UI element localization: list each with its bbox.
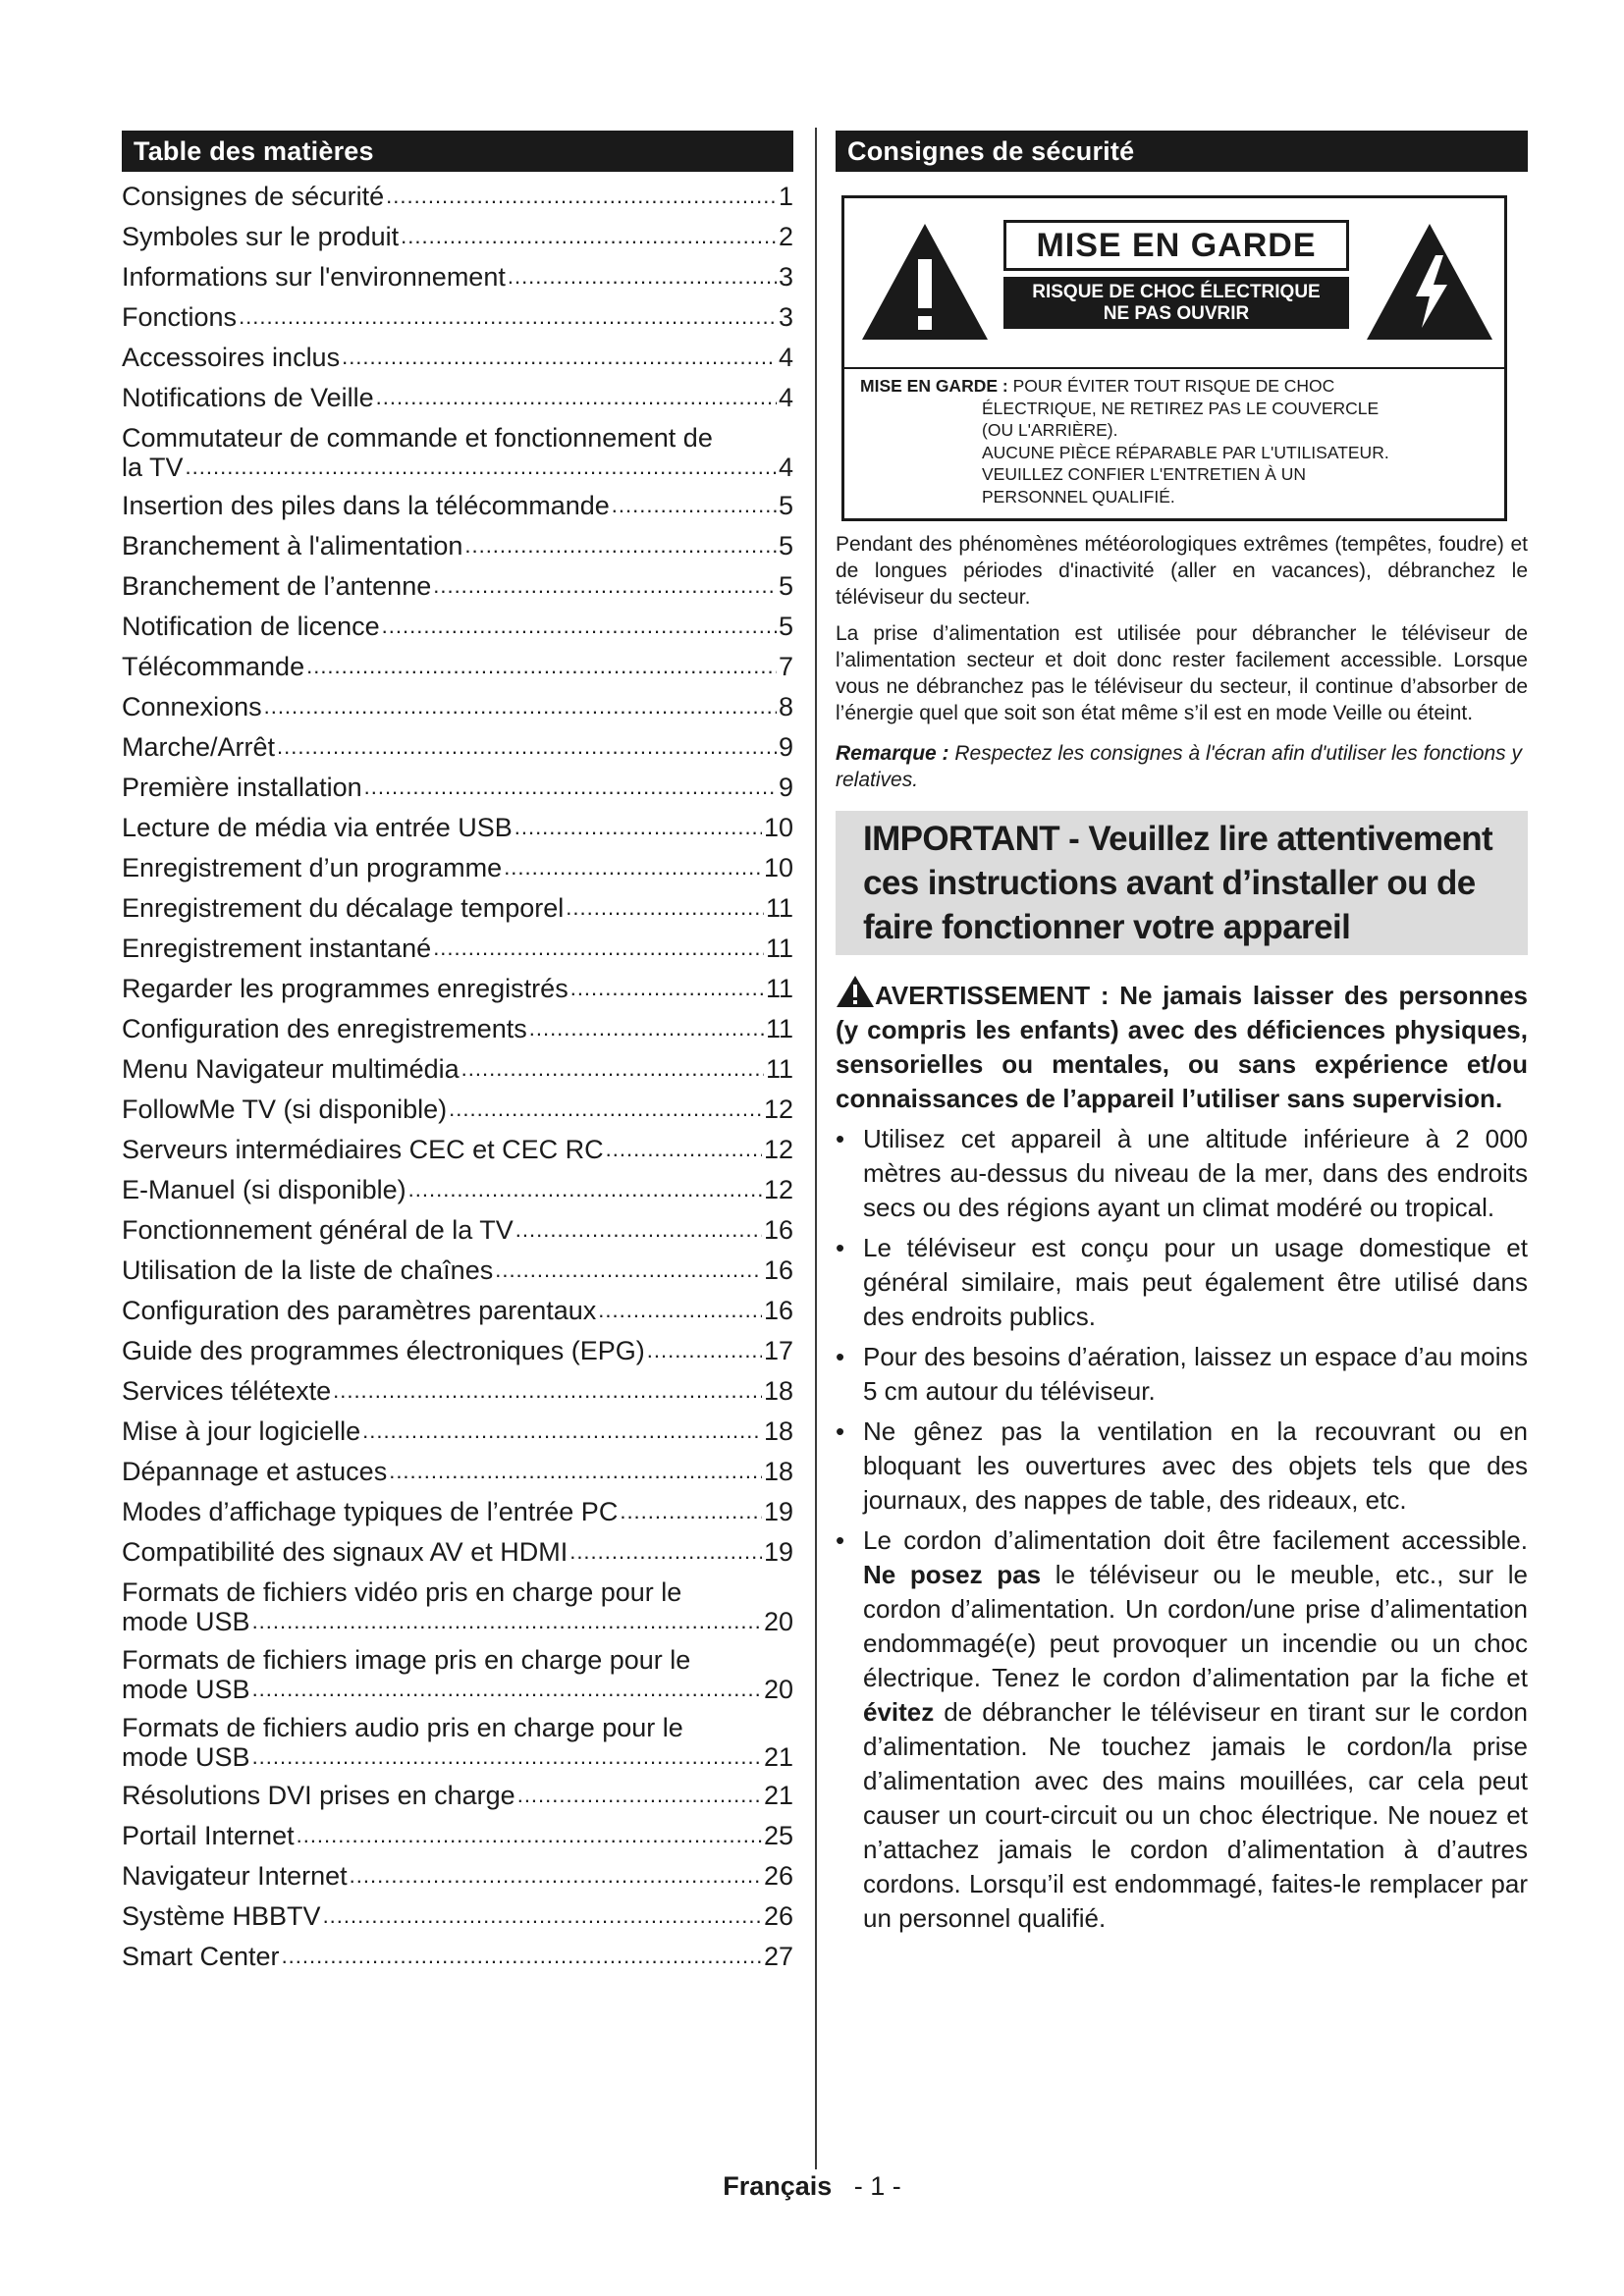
toc-entry-page: 27: [763, 1942, 793, 1971]
toc-entry-label: Modes d’affichage typiques de l’entrée PC: [122, 1497, 619, 1526]
toc-entry-label: Connexions: [122, 692, 262, 721]
toc-entry-label: Résolutions DVI prises en charge: [122, 1781, 515, 1810]
warning-paragraph: [836, 975, 1528, 1116]
toc-column: [122, 131, 793, 1972]
toc-entry-line2: [122, 1676, 793, 1703]
toc-entry[interactable]: [122, 342, 793, 373]
toc-entry-page: 20: [763, 1607, 793, 1636]
toc-leader-dots: [282, 1941, 762, 1972]
safety-title: Consignes de sécurité: [836, 131, 1528, 172]
toc-entry[interactable]: [122, 1053, 793, 1085]
toc-leader-dots: [461, 1053, 764, 1085]
toc-entry-label: Fonctionnement général de la TV: [122, 1215, 514, 1245]
toc-leader-dots: [239, 301, 777, 333]
toc-entry[interactable]: [122, 1255, 793, 1286]
toc-entry-page: 11: [765, 974, 793, 1003]
toc-leader-dots: [362, 1415, 762, 1447]
toc-entry-label: Marche/Arrêt: [122, 732, 276, 762]
toc-entry[interactable]: [122, 1456, 793, 1487]
toc-entry-page: 25: [763, 1821, 793, 1850]
safety-paragraph-power-plug: La prise d’alimentation est utilisée pour débrancher le téléviseur de l’alimentation secteur et doit donc rester facilement accessible. Lorsque vous ne débranchez pas le téléviseur du secteur, il continue d’absorber de l’énergie quel que soit son état même s’il est en mode Veille ou éteint.: [836, 622, 1528, 724]
toc-leader-dots: [566, 892, 764, 924]
toc-leader-dots: [342, 342, 777, 373]
toc-entry[interactable]: [122, 933, 793, 964]
toc-entry[interactable]: [122, 1375, 793, 1407]
toc-entry-label-cont: mode USB: [122, 1607, 250, 1636]
toc-entry-label: Utilisation de la liste de chaînes: [122, 1255, 494, 1285]
toc-entry-page: 10: [763, 853, 793, 882]
page-footer: [0, 2171, 1624, 2202]
toc-leader-dots: [514, 812, 762, 843]
exclamation-warning-icon: [860, 222, 990, 342]
toc-entry-label: Lecture de média via entrée USB: [122, 813, 513, 842]
toc-leader-dots: [401, 221, 777, 252]
bullet-power-cord-a: Le cordon d’alimentation doit être facilement accessible.: [863, 1525, 1528, 1555]
warning-triangle-icon: [836, 975, 875, 1008]
toc-entry[interactable]: [122, 181, 793, 212]
important-banner: IMPORTANT - Veuillez lire attentivement ces instructions avant d’installer ou de faire fonctionner votre appareil: [836, 811, 1528, 955]
toc-entry[interactable]: [122, 1415, 793, 1447]
toc-entry[interactable]: [122, 852, 793, 883]
toc-entry-label-cont: la TV: [122, 453, 184, 482]
toc-leader-dots: [252, 1608, 762, 1635]
toc-entry-label: Enregistrement du décalage temporel: [122, 893, 565, 923]
toc-entry-page: 21: [763, 1781, 793, 1810]
toc-entry[interactable]: [122, 651, 793, 682]
toc-entry-label: Enregistrement instantané: [122, 934, 432, 963]
lightning-warning-icon: [1365, 222, 1494, 342]
toc-entry[interactable]: [122, 530, 793, 561]
toc-leader-dots: [408, 1174, 762, 1205]
toc-entry-label: Notifications de Veille: [122, 383, 374, 412]
caution-title: MISE EN GARDE: [1003, 220, 1349, 271]
risk-line-2: NE PAS OUVRIR: [1103, 303, 1250, 324]
toc-leader-dots: [297, 1820, 762, 1851]
toc-entry-page: 5: [778, 531, 793, 561]
safety-note: [836, 740, 1528, 793]
toc-entry-label: Accessoires inclus: [122, 343, 341, 372]
toc-entry-page: 2: [778, 222, 793, 251]
toc-entry[interactable]: [122, 301, 793, 333]
note-text: Respectez les consignes à l'écran afin d'utiliser les fonctions y relatives.: [836, 742, 1523, 791]
toc-entry-page: 11: [765, 1014, 793, 1043]
toc-entry-label: Navigateur Internet: [122, 1861, 348, 1891]
bullet-altitude: • Utilisez cet appareil à une altitude inférieure à 2 000 mètres au-dessus du niveau de la mer, dans des endroits secs ou des régions ayant un climat modéré ou tropical.: [836, 1122, 1528, 1225]
toc-leader-dots: [433, 933, 764, 964]
toc-entry[interactable]: [122, 1712, 793, 1771]
toc-leader-dots: [569, 1536, 762, 1568]
toc-entry-label: Portail Internet: [122, 1821, 295, 1850]
toc-leader-dots: [647, 1335, 762, 1366]
toc-list: [122, 181, 793, 1972]
toc-leader-dots: [306, 651, 777, 682]
caution-box: [841, 195, 1507, 521]
bullet-ventilation-block: • Ne gênez pas la ventilation en la recouvrant ou en bloquant les ouvertures avec des objets tels que des journaux, des nappes de table, des rideaux, etc.: [836, 1415, 1528, 1518]
toc-entry-page: 4: [778, 383, 793, 412]
safety-paragraph-weather: Pendant des phénomènes météorologiques extrêmes (tempêtes, foudre) et de longues périodes d'inactivité (aller en vacances), débranchez le téléviseur du secteur.: [836, 533, 1528, 609]
toc-entry-page: 5: [778, 612, 793, 641]
toc-entry-label: E-Manuel (si disponible): [122, 1175, 406, 1204]
bullet-power-cord-e: de débrancher le téléviseur en tirant sur le cordon d’alimentation. Ne touchez jamais le cordon/la prise d’alimentation avec des mains mouillées, car cela peut causer un court-circuit ou un choc électrique. Ne nouez et n’attachez jamais le cordon d’alimentation à d’autres cordons. Lorsqu’il est endommagé, faites-le remplacer par un personnel qualifié.: [863, 1697, 1528, 1933]
toc-entry[interactable]: [122, 1013, 793, 1044]
toc-entry-line2: [122, 1743, 793, 1771]
toc-entry-page: 17: [763, 1336, 793, 1365]
toc-entry-page: 16: [763, 1215, 793, 1245]
toc-entry-label: Regarder les programmes enregistrés: [122, 974, 568, 1003]
toc-leader-dots: [264, 691, 777, 722]
toc-entry-label: Configuration des paramètres parentaux: [122, 1296, 597, 1325]
toc-leader-dots: [612, 490, 777, 521]
toc-leader-dots: [495, 1255, 762, 1286]
caution-separator: [844, 367, 1504, 369]
toc-leader-dots: [508, 261, 777, 293]
bullet-domestic-use: • Le téléviseur est conçu pour un usage domestique et général similaire, mais peut également être utilisé dans des endroits publics.: [836, 1231, 1528, 1334]
caution-label-group: [1003, 220, 1349, 329]
toc-entry[interactable]: [122, 1576, 793, 1635]
toc-entry-line2: [122, 454, 793, 481]
toc-leader-dots: [323, 1900, 762, 1932]
toc-entry-page: 3: [778, 302, 793, 332]
toc-title: Table des matières: [122, 131, 793, 172]
toc-entry[interactable]: [122, 1820, 793, 1851]
toc-entry-page: 4: [778, 453, 793, 482]
toc-entry-page: 9: [778, 732, 793, 762]
toc-entry[interactable]: [122, 1094, 793, 1125]
toc-leader-dots: [606, 1134, 762, 1165]
toc-leader-dots: [382, 611, 777, 642]
toc-entry-label: Guide des programmes électroniques (EPG): [122, 1336, 645, 1365]
toc-entry-label: Formats de fichiers vidéo pris en charge pour le: [122, 1577, 682, 1607]
toc-entry[interactable]: [122, 611, 793, 642]
toc-entry[interactable]: [122, 1644, 793, 1703]
toc-entry-label: Formats de fichiers image pris en charge pour le: [122, 1645, 691, 1675]
caution-text-line-4: AUCUNE PIÈCE RÉPARABLE PAR L'UTILISATEUR.: [982, 442, 1389, 462]
toc-entry-page: 10: [763, 813, 793, 842]
toc-entry-label: Fonctions: [122, 302, 238, 332]
toc-entry-page: 4: [778, 343, 793, 372]
toc-entry[interactable]: [122, 1174, 793, 1205]
toc-leader-dots: [433, 570, 777, 602]
toc-entry-line2: [122, 1608, 793, 1635]
toc-leader-dots: [277, 731, 777, 763]
toc-entry[interactable]: [122, 691, 793, 722]
toc-entry[interactable]: [122, 1496, 793, 1527]
caution-text-line-5: VEUILLEZ CONFIER L'ENTRETIEN À UN: [982, 464, 1307, 484]
toc-leader-dots: [186, 454, 777, 481]
toc-entry-label-cont: mode USB: [122, 1742, 250, 1772]
toc-entry-label: Formats de fichiers audio pris en charge pour le: [122, 1713, 683, 1742]
toc-entry-page: 26: [763, 1861, 793, 1891]
toc-leader-dots: [529, 1013, 764, 1044]
toc-entry-label: Enregistrement d’un programme: [122, 853, 503, 882]
toc-entry-page: 8: [778, 692, 793, 721]
toc-entry[interactable]: [122, 812, 793, 843]
column-divider: [815, 128, 817, 2169]
toc-entry-page: 16: [763, 1296, 793, 1325]
toc-entry-page: 19: [763, 1537, 793, 1567]
toc-entry[interactable]: [122, 973, 793, 1004]
note-label: Remarque :: [836, 742, 949, 765]
toc-leader-dots: [386, 181, 777, 212]
toc-entry-page: 11: [765, 934, 793, 963]
bullet-ventilation-space: • Pour des besoins d’aération, laissez un espace d’au moins 5 cm autour du téléviseur.: [836, 1340, 1528, 1409]
toc-entry-label: Branchement de l’antenne: [122, 571, 432, 601]
caution-text-line-3: (OU L'ARRIÈRE).: [982, 420, 1118, 440]
toc-entry[interactable]: [122, 1860, 793, 1892]
toc-entry-label: Commutateur de commande et fonctionnement de: [122, 423, 713, 453]
toc-entry-page: 18: [763, 1457, 793, 1486]
toc-entry-label: Symboles sur le produit: [122, 222, 400, 251]
toc-leader-dots: [504, 852, 762, 883]
toc-entry[interactable]: [122, 570, 793, 602]
toc-entry[interactable]: [122, 772, 793, 803]
toc-entry[interactable]: [122, 490, 793, 521]
toc-entry-page: 11: [765, 1054, 793, 1084]
toc-entry-label: Configuration des enregistrements: [122, 1014, 527, 1043]
toc-leader-dots: [517, 1780, 762, 1811]
toc-entry-label: Informations sur l'environnement: [122, 262, 506, 292]
toc-leader-dots: [570, 973, 764, 1004]
toc-leader-dots: [620, 1496, 762, 1527]
toc-leader-dots: [389, 1456, 762, 1487]
caution-text-line-6: PERSONNEL QUALIFIÉ.: [982, 486, 1175, 507]
caution-text-label: MISE EN GARDE :: [860, 376, 1008, 396]
toc-entry-page: 3: [778, 262, 793, 292]
toc-leader-dots: [350, 1860, 762, 1892]
toc-entry-label: Première installation: [122, 773, 362, 802]
toc-entry[interactable]: [122, 382, 793, 413]
toc-leader-dots: [252, 1743, 762, 1771]
toc-entry-label: Insertion des piles dans la télécommande: [122, 491, 610, 520]
toc-leader-dots: [364, 772, 777, 803]
toc-entry-label-cont: mode USB: [122, 1675, 250, 1704]
toc-entry-label: Branchement à l'alimentation: [122, 531, 463, 561]
toc-entry-label: Mise à jour logicielle: [122, 1416, 361, 1446]
toc-entry-page: 5: [778, 571, 793, 601]
toc-entry-label: Serveurs intermédiaires CEC et CEC RC: [122, 1135, 604, 1164]
toc-leader-dots: [252, 1676, 762, 1703]
toc-entry[interactable]: [122, 1214, 793, 1246]
toc-leader-dots: [464, 530, 777, 561]
toc-entry-label: Services télétexte: [122, 1376, 332, 1406]
toc-entry-label: Télécommande: [122, 652, 305, 681]
toc-entry-label: Compatibilité des signaux AV et HDMI: [122, 1537, 568, 1567]
toc-entry-page: 19: [763, 1497, 793, 1526]
toc-entry-page: 18: [763, 1416, 793, 1446]
toc-entry-label: Smart Center: [122, 1942, 280, 1971]
toc-entry[interactable]: [122, 892, 793, 924]
caution-text: [860, 375, 1498, 507]
toc-entry-label: Notification de licence: [122, 612, 380, 641]
caution-text-line-1: POUR ÉVITER TOUT RISQUE DE CHOC: [1012, 376, 1335, 396]
footer-page-number: - 1 -: [853, 2171, 901, 2201]
toc-entry-page: 16: [763, 1255, 793, 1285]
toc-entry-page: 20: [763, 1675, 793, 1704]
safety-column: [836, 131, 1528, 1936]
toc-entry-label: Menu Navigateur multimédia: [122, 1054, 460, 1084]
toc-leader-dots: [449, 1094, 762, 1125]
toc-entry-page: 5: [778, 491, 793, 520]
toc-entry-label: Dépannage et astuces: [122, 1457, 388, 1486]
toc-entry-label: Système HBBTV: [122, 1901, 321, 1931]
toc-entry[interactable]: [122, 1941, 793, 1972]
toc-entry[interactable]: [122, 422, 793, 481]
safety-bullet-list: [836, 1122, 1528, 1936]
risk-line-1: RISQUE DE CHOC ÉLECTRIQUE: [1032, 282, 1321, 302]
toc-leader-dots: [376, 382, 777, 413]
toc-entry-page: 11: [765, 893, 793, 923]
bullet-power-cord-b: Ne posez pas: [863, 1560, 1042, 1589]
bullet-power-cord: [836, 1523, 1528, 1936]
toc-entry-page: 26: [763, 1901, 793, 1931]
toc-entry-label: Consignes de sécurité: [122, 182, 385, 211]
toc-leader-dots: [515, 1214, 762, 1246]
toc-entry-label: FollowMe TV (si disponible): [122, 1095, 448, 1124]
toc-entry-page: 12: [763, 1135, 793, 1164]
toc-entry[interactable]: [122, 731, 793, 763]
toc-entry[interactable]: [122, 1536, 793, 1568]
toc-entry[interactable]: [122, 1134, 793, 1165]
bullet-power-cord-c: le téléviseur ou le meuble, etc., sur le cordon d’alimentation. Un cordon/une prise d’alimentation endommagé(e) peut provoquer un incendie ou un choc électrique. Tenez le cordon d’alimentation par la fiche et: [863, 1560, 1528, 1692]
toc-entry-page: 18: [763, 1376, 793, 1406]
toc-entry[interactable]: [122, 221, 793, 252]
toc-leader-dots: [333, 1375, 762, 1407]
toc-entry[interactable]: [122, 1295, 793, 1326]
caution-text-line-2: ÉLECTRIQUE, NE RETIREZ PAS LE COUVERCLE: [982, 398, 1380, 418]
toc-entry[interactable]: [122, 261, 793, 293]
toc-entry-page: 12: [763, 1175, 793, 1204]
caution-risk-banner: [1003, 277, 1349, 329]
toc-entry[interactable]: [122, 1780, 793, 1811]
toc-entry-page: 1: [778, 182, 793, 211]
toc-entry-page: 9: [778, 773, 793, 802]
toc-entry-page: 7: [778, 652, 793, 681]
toc-leader-dots: [598, 1295, 762, 1326]
footer-language: Français: [723, 2171, 833, 2201]
toc-entry-page: 21: [763, 1742, 793, 1772]
warning-text: AVERTISSEMENT : Ne jamais laisser des personnes (y compris les enfants) avec des déficiences physiques, sensorielles ou mentales, ou sans expérience et/ou connaissances de l’appareil l’utiliser sans supervision.: [836, 981, 1528, 1113]
toc-entry[interactable]: [122, 1900, 793, 1932]
bullet-power-cord-d: évitez: [863, 1697, 935, 1727]
toc-entry-page: 12: [763, 1095, 793, 1124]
toc-entry[interactable]: [122, 1335, 793, 1366]
